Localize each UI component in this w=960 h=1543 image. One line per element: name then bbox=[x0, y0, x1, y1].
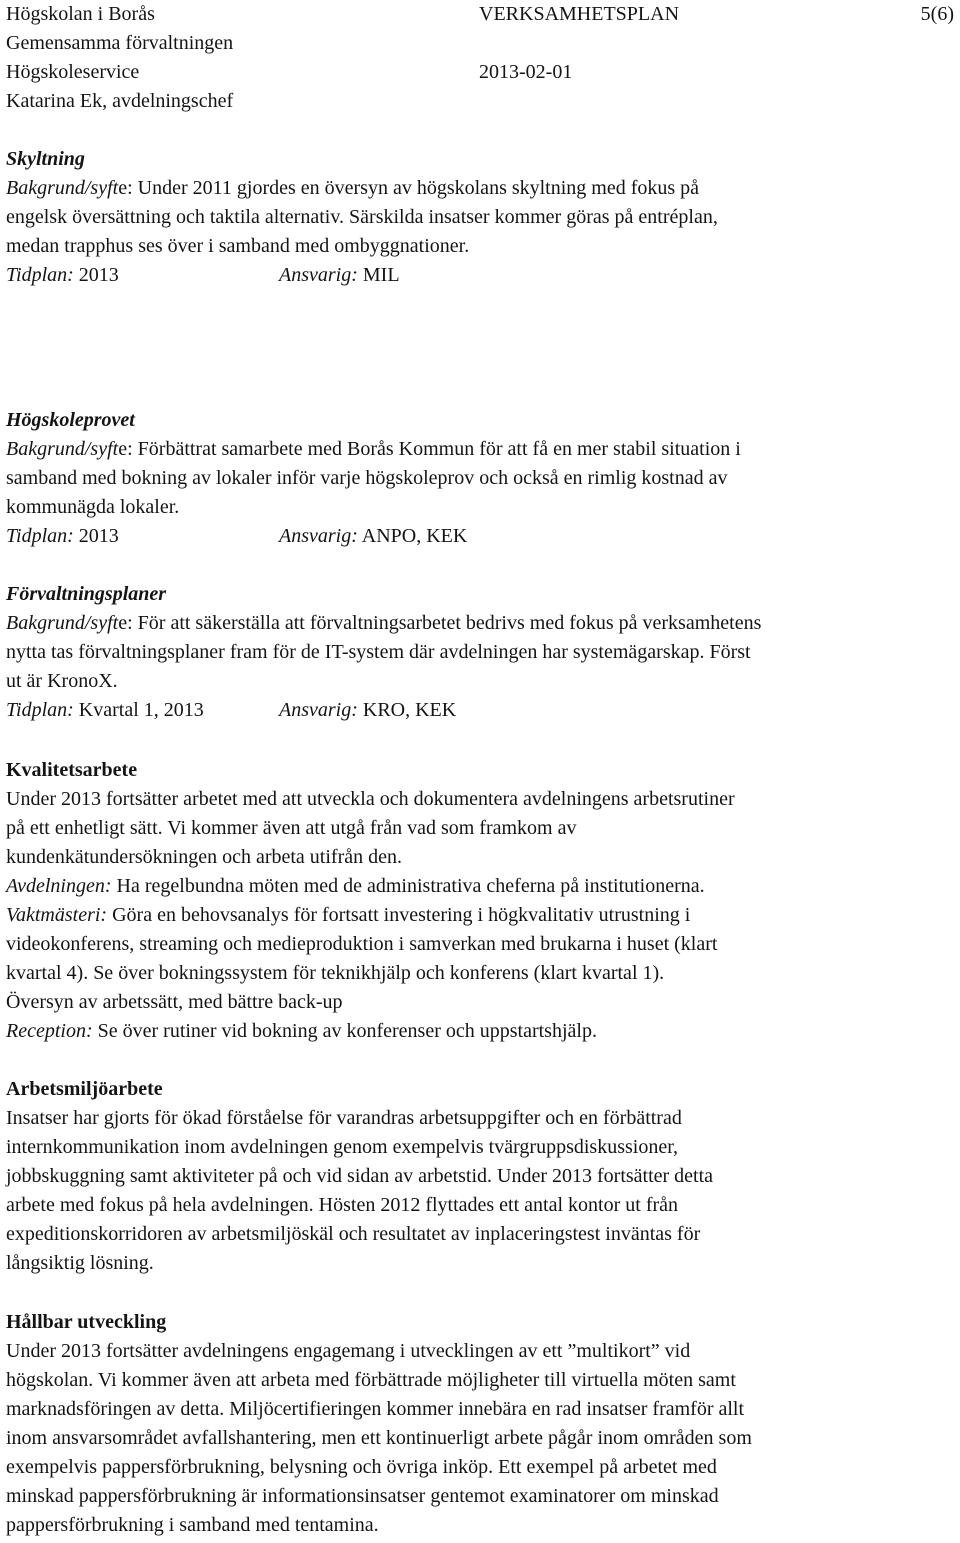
text-line: jobbskuggning samt aktiviteter på och vid sidan av arbetstid. Under 2013 fortsätter detta bbox=[6, 1165, 714, 1187]
section-title: Kvalitetsarbete bbox=[6, 759, 138, 781]
text-line: pappersförbrukning i samband med tentamina. bbox=[6, 1514, 379, 1536]
ansvarig-label: Ansvarig: bbox=[279, 699, 358, 721]
reception-label: Reception: bbox=[6, 1020, 93, 1042]
text-line: expeditionskorridoren av arbetsmiljöskäl och resultatet av inplaceringstest inväntas för bbox=[6, 1223, 701, 1245]
text-line: internkommunikation inom avdelningen genom exempelvis tvärgruppsdiskussioner, bbox=[6, 1136, 679, 1158]
text-line: videokonferens, streaming och medieproduktion i samverkan med brukarna i huset (klart bbox=[6, 933, 718, 955]
unit-name: Gemensamma förvaltningen bbox=[6, 32, 234, 54]
text-line: kvartal 4). Se över bokningssystem för teknikhjälp och konferens (klart kvartal 1). bbox=[6, 962, 665, 984]
text-line: För att säkerställa att förvaltningsarbetet bedrivs med fokus på verksamhetens bbox=[137, 612, 762, 634]
bakgrund-suffix: e: bbox=[118, 438, 138, 460]
tidplan-value: Kvartal 1, 2013 bbox=[73, 699, 204, 721]
bakgrund-label: Bakgrund/syft bbox=[6, 612, 119, 634]
section-kvalitetsarbete bbox=[6, 756, 956, 1046]
paragraph-line bbox=[6, 872, 956, 901]
document-header bbox=[6, 0, 956, 116]
tidplan-value: 2013 bbox=[73, 264, 119, 286]
section-title: Arbetsmiljöarbete bbox=[6, 1078, 163, 1100]
doc-type: VERKSAMHETSPLAN bbox=[479, 3, 680, 25]
text-line: Ha regelbundna möten med de administrativa cheferna på institutionerna. bbox=[111, 875, 705, 897]
section-forvaltningsplaner bbox=[6, 580, 956, 725]
ansvarig-label: Ansvarig: bbox=[279, 264, 358, 286]
text-line: Under 2013 fortsätter avdelningens engagemang i utvecklingen av ett ”multikort” vid bbox=[6, 1340, 691, 1362]
org-name: Högskolan i Borås bbox=[6, 3, 155, 25]
text-line: kommunägda lokaler. bbox=[6, 496, 180, 518]
section-hogskoleprovet bbox=[6, 406, 956, 551]
tidplan-row bbox=[6, 261, 956, 290]
text-line: arbete med fokus på hela avdelningen. Hösten 2012 flyttades ett antal kontor ut från bbox=[6, 1194, 679, 1216]
vaktmasteri-label: Vaktmästeri: bbox=[6, 904, 108, 926]
tidplan-row bbox=[6, 522, 956, 551]
text-line: Översyn av arbetssätt, med bättre back-up bbox=[6, 991, 343, 1013]
text-line: marknadsföringen av detta. Miljöcertifieringen kommer innebära en rad insatser framför allt bbox=[6, 1398, 745, 1420]
paragraph-line bbox=[6, 609, 956, 638]
tidplan-label: Tidplan: bbox=[6, 264, 74, 286]
tidplan-row bbox=[6, 696, 956, 725]
section-skyltning bbox=[6, 145, 956, 290]
section-arbetsmiljoarbete bbox=[6, 1075, 956, 1278]
text-line: nytta tas förvaltningsplaner fram för de IT-system där avdelningen har systemägarskap. Först bbox=[6, 641, 751, 663]
ansvarig-value: KRO, KEK bbox=[357, 699, 457, 721]
text-line: exempelvis pappersförbrukning, belysning och övriga inköp. Ett exempel på arbetet med bbox=[6, 1456, 717, 1478]
text-line: medan trapphus ses över i samband med ombyggnationer. bbox=[6, 235, 470, 257]
paragraph-line bbox=[6, 1017, 956, 1046]
dept-name: Högskoleservice bbox=[6, 61, 140, 83]
text-line: ut är KronoX. bbox=[6, 670, 118, 692]
ansvarig-value: MIL bbox=[357, 264, 400, 286]
section-title: Skyltning bbox=[6, 148, 85, 170]
doc-date: 2013-02-01 bbox=[479, 61, 573, 83]
tidplan-label: Tidplan: bbox=[6, 525, 74, 547]
section-title: Förvaltningsplaner bbox=[6, 583, 167, 605]
page-number: 5(6) bbox=[920, 3, 954, 25]
text-line: engelsk översättning och taktila alternativ. Särskilda insatser kommer göras på entréplan, bbox=[6, 206, 718, 228]
bakgrund-suffix: e: bbox=[118, 612, 138, 634]
avdelningen-label: Avdelningen: bbox=[6, 875, 112, 897]
ansvarig-label: Ansvarig: bbox=[279, 525, 358, 547]
text-line: minskad pappersförbrukning är informationsinsatser gentemot examinatorer om minskad bbox=[6, 1485, 719, 1507]
paragraph-line bbox=[6, 174, 956, 203]
section-hallbar-utveckling bbox=[6, 1308, 956, 1540]
text-line: Insatser har gjorts för ökad förståelse för varandras arbetsuppgifter och en förbättrad bbox=[6, 1107, 682, 1129]
text-line: Förbättrat samarbete med Borås Kommun för att få en mer stabil situation i bbox=[137, 438, 741, 460]
text-line: inom ansvarsområdet avfallshantering, men ett kontinuerligt arbete pågår inom områden som bbox=[6, 1427, 752, 1449]
bakgrund-label: Bakgrund/syft bbox=[6, 438, 119, 460]
bakgrund-suffix: e: bbox=[118, 177, 138, 199]
text-line: Se över rutiner vid bokning av konferenser och uppstartshjälp. bbox=[92, 1020, 597, 1042]
tidplan-label: Tidplan: bbox=[6, 699, 74, 721]
author-name: Katarina Ek, avdelningschef bbox=[6, 90, 234, 112]
text-line: Under 2013 fortsätter arbetet med att utveckla och dokumentera avdelningens arbetsrutiner bbox=[6, 788, 735, 810]
tidplan-value: 2013 bbox=[73, 525, 119, 547]
text-line: kundenkätundersökningen och arbeta utifrån den. bbox=[6, 846, 402, 868]
text-line: samband med bokning av lokaler inför varje högskoleprov och också en rimlig kostnad av bbox=[6, 467, 728, 489]
text-line: Göra en behovsanalys för fortsatt investering i högkvalitativ utrustning i bbox=[107, 904, 691, 926]
bakgrund-label: Bakgrund/syft bbox=[6, 177, 119, 199]
text-line: högskolan. Vi kommer även att arbeta med förbättrade möjligheter till virtuella möten samt bbox=[6, 1369, 736, 1391]
text-line: Under 2011 gjordes en översyn av högskolans skyltning med fokus på bbox=[137, 177, 700, 199]
section-title: Högskoleprovet bbox=[6, 409, 135, 431]
text-line: långsiktig lösning. bbox=[6, 1252, 154, 1274]
section-title: Hållbar utveckling bbox=[6, 1311, 167, 1333]
ansvarig-value: ANPO, KEK bbox=[357, 525, 468, 547]
text-line: på ett enhetligt sätt. Vi kommer även att utgå från vad som framkom av bbox=[6, 817, 577, 839]
paragraph-line bbox=[6, 901, 956, 930]
paragraph-line bbox=[6, 435, 956, 464]
